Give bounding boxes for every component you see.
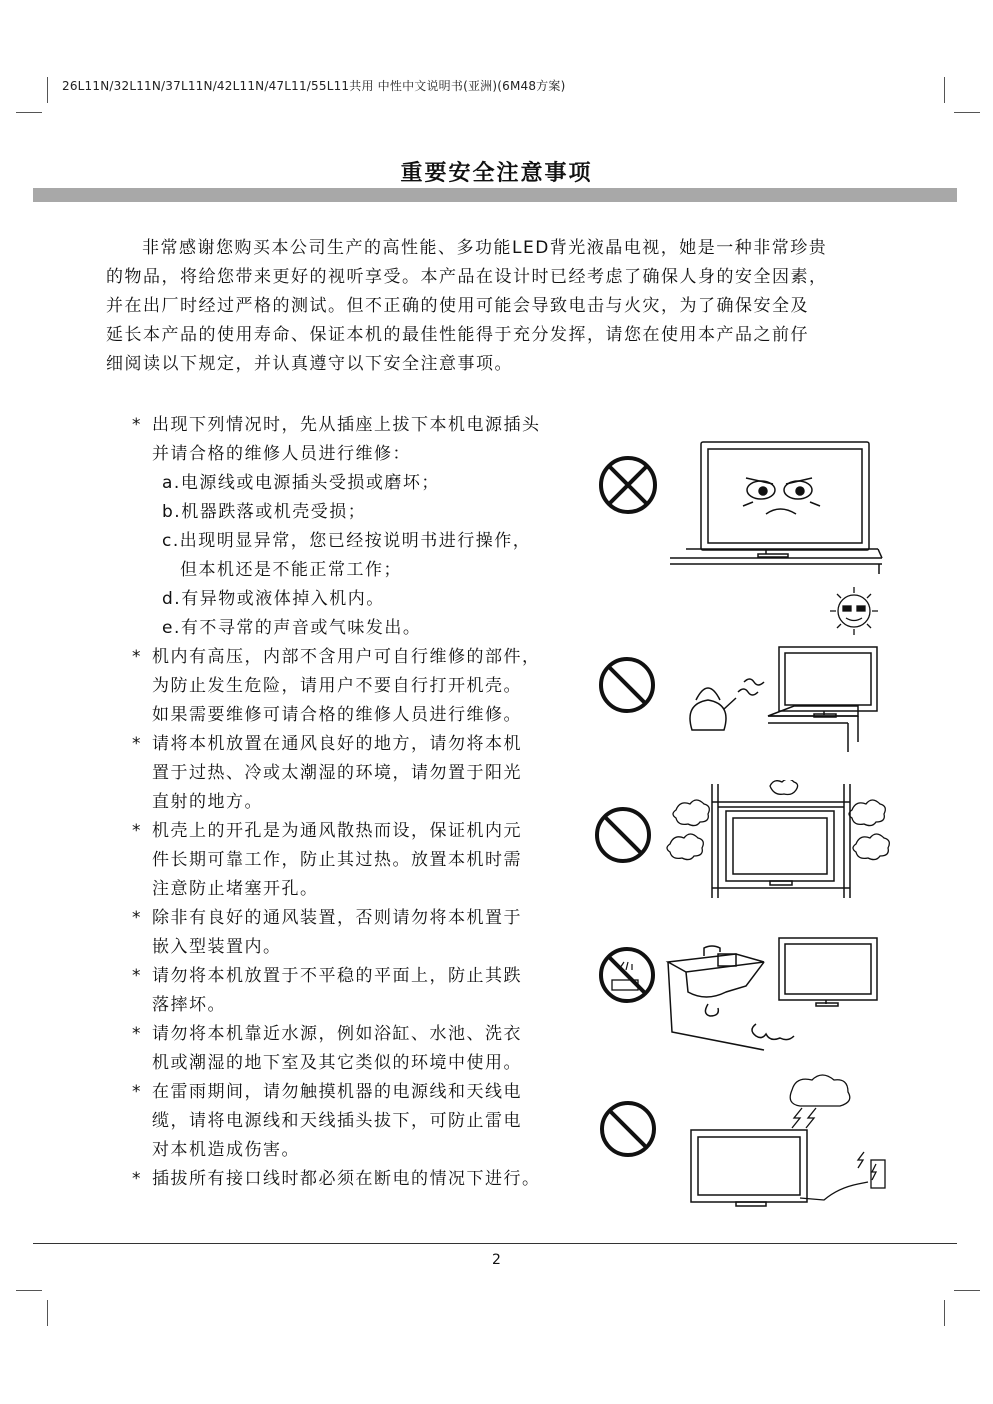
warning-item [132, 1019, 522, 1044]
page-title: 重要安全注意事项 [400, 161, 593, 186]
page-number: 2 [492, 1252, 501, 1268]
tv-icon [691, 1130, 807, 1206]
footer-rule [33, 1243, 957, 1244]
crop-mark [47, 1300, 48, 1326]
bullet-star: * [132, 734, 142, 754]
storm-cloud-icon [790, 1075, 850, 1128]
warning-subitem: a.电源线或电源插头受损或磨坏； [162, 473, 440, 493]
heat-cloud-icon [667, 780, 889, 860]
illustration-damaged-tv [598, 432, 888, 582]
illustration-heat-sun [596, 584, 886, 754]
no-water-sign-icon [601, 949, 653, 1001]
bullet-star: * [132, 1169, 142, 1189]
warning-text: 缆，请将电源线和天线插头拔下，可防止雷电 [152, 1111, 522, 1131]
illustration-water-source [596, 932, 890, 1062]
warning-text: 为防止发生危险，请用户不要自行打开机壳。 [152, 676, 522, 696]
warning-text: 机壳上的开孔是为通风散热而设，保证机内元 [152, 821, 522, 841]
tv-icon [779, 938, 877, 1006]
table-icon [768, 706, 858, 752]
bullet-star: * [132, 415, 142, 435]
warning-text: 机或潮湿的地下室及其它类似的环境中使用。 [152, 1053, 522, 1073]
warning-text: 在雷雨期间，请勿触摸机器的电源线和天线电 [152, 1082, 522, 1102]
warning-text: 请将本机放置在通风良好的地方，请勿将本机 [152, 734, 522, 754]
warning-subitem: c.出现明显异常，您已经按说明书进行操作， [162, 531, 532, 551]
illustration-enclosed-cabinet [594, 780, 894, 900]
no-crossed-sign-icon [601, 458, 655, 512]
warning-text: 落摔坏。 [152, 995, 226, 1015]
warning-text: 嵌入型装置内。 [152, 937, 282, 957]
warning-item [132, 816, 522, 841]
intro-line: 细阅读以下规定，并认真遵守以下安全注意事项。 [106, 354, 513, 374]
warning-text: 并请合格的维修人员进行维修： [152, 444, 411, 464]
warning-subitem: d.有异物或液体掉入机内。 [162, 589, 385, 609]
warning-text: 出现下列情况时，先从插座上拔下本机电源插头 [152, 415, 541, 435]
prohibited-sign-icon [602, 1103, 654, 1155]
warning-item [132, 1164, 541, 1189]
illustration-lightning [596, 1072, 892, 1212]
bullet-star: * [132, 647, 142, 667]
warning-text: 请勿将本机放置于不平稳的平面上，防止其跌 [152, 966, 522, 986]
warning-item [132, 410, 541, 435]
tv-icon [726, 811, 834, 885]
warning-item [132, 642, 541, 667]
warning-subitem: b.机器跌落或机壳受损； [162, 502, 367, 522]
warning-text: 请勿将本机靠近水源，例如浴缸、水池、洗衣 [152, 1024, 522, 1044]
intro-line: 延长本产品的使用寿命、保证本机的最佳性能得于充分发挥，请您在使用本产品之前仔 [106, 325, 809, 345]
prohibited-sign-icon [597, 809, 649, 861]
prohibited-sign-icon [601, 659, 653, 711]
warning-text: 件长期可靠工作，防止其过热。放置本机时需 [152, 850, 522, 870]
sink-tap-icon [668, 946, 794, 1050]
kettle-icon [690, 679, 764, 730]
bullet-star: * [132, 1024, 142, 1044]
crop-mark [16, 1290, 42, 1291]
warning-text: 对本机造成伤害。 [152, 1140, 300, 1160]
warning-subitem: e.有不寻常的声音或气味发出。 [162, 618, 422, 638]
warning-text: 插拔所有接口线时都必须在断电的情况下进行。 [152, 1169, 541, 1189]
intro-line: 的物品，将给您带来更好的视听享受。本产品在设计时已经考虑了确保人身的安全因素， [106, 267, 828, 287]
warning-text: 注意防止堵塞开孔。 [152, 879, 319, 899]
power-plug-icon [800, 1152, 885, 1200]
warning-item [132, 903, 522, 928]
intro-paragraph [106, 234, 906, 379]
warning-text: 置于过热、冷或太潮湿的环境，请勿置于阳光 [152, 763, 522, 783]
warning-text: 如果需要维修可请合格的维修人员进行维修。 [152, 705, 522, 725]
crop-mark [944, 1300, 945, 1326]
bullet-star: * [132, 966, 142, 986]
bullet-star: * [132, 1082, 142, 1102]
crop-mark [16, 112, 42, 113]
warning-item [132, 1077, 522, 1102]
warning-subitem: 但本机还是不能正常工作； [180, 560, 402, 580]
intro-line: 非常感谢您购买本公司生产的高性能、多功能LED背光液晶电视，她是一种非常珍贵 [142, 238, 828, 258]
bullet-star: * [132, 908, 142, 928]
sun-icon [830, 587, 878, 635]
crop-mark [954, 1290, 980, 1291]
header-model-line: 26L11N/32L11N/37L11N/42L11N/47L11/55L11共用 中性中文说明书(亚洲)(6M48方案) [62, 79, 566, 93]
title-rule [33, 188, 957, 202]
warning-text: 机内有高压，内部不含用户可自行维修的部件， [152, 647, 541, 667]
warning-text: 除非有良好的通风装置，否则请勿将本机置于 [152, 908, 522, 928]
warning-item [132, 729, 522, 754]
warning-item [132, 961, 522, 986]
tv-icon [701, 442, 869, 557]
bullet-star: * [132, 821, 142, 841]
table-icon [670, 549, 882, 574]
crop-mark [47, 77, 48, 103]
crop-mark [954, 112, 980, 113]
intro-line: 并在出厂时经过严格的测试。但不正确的使用可能会导致电击与火灾，为了确保安全及 [106, 296, 809, 316]
warning-text: 直射的地方。 [152, 792, 263, 812]
crop-mark [944, 77, 945, 103]
